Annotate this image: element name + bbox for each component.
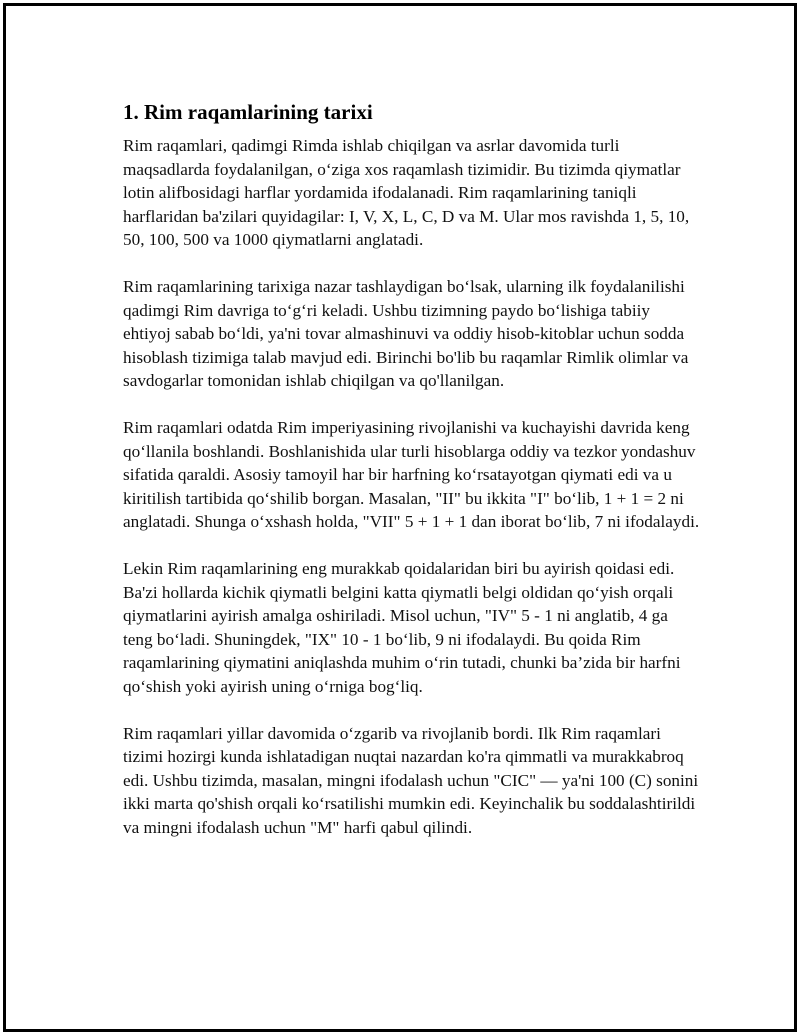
- document-body: [121, 98, 701, 863]
- paragraph-1: Rim raqamlari, qadimgi Rimda ishlab chiqilgan va asrlar davomida turli maqsadlarda foydalanilgan, o‘ziga xos raqamlash tizimidir. Bu tizimda qiymatlar lotin alifbosidagi harflar yordamida ifodalanadi. Rim raqamlarining taniqli harflaridan ba'zilari quyidagilar: I, V, X, L, C, D va M. Ular mos ravishda 1, 5, 10, 50, 100, 500 va 1000 qiymatlarni anglatadi.: [123, 136, 690, 249]
- page-frame: [3, 3, 797, 1032]
- paragraph-4: Lekin Rim raqamlarining eng murakkab qoidalaridan biri bu ayirish qoidasi edi. Ba'zi hollarda kichik qiymatli belgini katta qiymatli belgi oldidan qo‘yish orqali qiymatlarini ayirish amalga oshiriladi. Misol uchun, "IV" 5 - 1 ni anglatib, 4 ga teng bo‘ladi. Shuningdek, "IX" 10 - 1 bo‘lib, 9 ni ifodalaydi. Bu qoida Rim raqamlarining qiymatini aniqlashda muhim o‘rin tutadi, chunki ba’zida bir harfni qo‘shish yoki ayirish uning o‘rniga bog‘liq.: [123, 559, 681, 696]
- document-title: 1. Rim raqamlarining tarixi: [123, 100, 373, 124]
- paragraph-5: Rim raqamlari yillar davomida o‘zgarib va rivojlanib bordi. Ilk Rim raqamlari tizimi hozirgi kunda ishlatadigan nuqtai nazardan ko'ra qimmatli va murakkabroq edi. Ushbu tizimda, masalan, mingni ifodalash uchun "CIC" — ya'ni 100 (C) sonini ikki marta qo'shish orqali ko‘rsatilishi mumkin edi. Keyinchalik bu soddalashtirildi va mingni ifodalash uchun "M" harfi qabul qilindi.: [123, 723, 699, 837]
- paragraph-2: Rim raqamlarining tarixiga nazar tashlaydigan bo‘lsak, ularning ilk foydalanilishi qadimgi Rim davriga to‘g‘ri keladi. Ushbu tizimning paydo bo‘lishiga tabiiy ehtiyoj sabab bo‘ldi, ya'ni tovar almashinuvi va oddiy hisob-kitoblar uchun sodda hisoblash tizimiga talab mavjud edi. Birinchi bo'lib bu raqamlar Rimlik olimlar va savdogarlar tomonidan ishlab chiqilgan va qo'llanilgan.: [123, 277, 689, 390]
- paragraph-3: Rim raqamlari odatda Rim imperiyasining rivojlanishi va kuchayishi davrida keng qo‘llanila boshlandi. Boshlanishida ular turli hisoblarga oddiy va tezkor yondashuv sifatida qaraldi. Asosiy tamoyil har bir harfning ko‘rsatayotgan qiymati edi va u kiritilish tartibida qo‘shilib borgan. Masalan, "II" bu ikkita "I" bo‘lib, 1 + 1 = 2 ni anglatadi. Shunga o‘xshash holda, "VII" 5 + 1 + 1 dan iborat bo‘lib, 7 ni ifodalaydi.: [123, 418, 700, 531]
